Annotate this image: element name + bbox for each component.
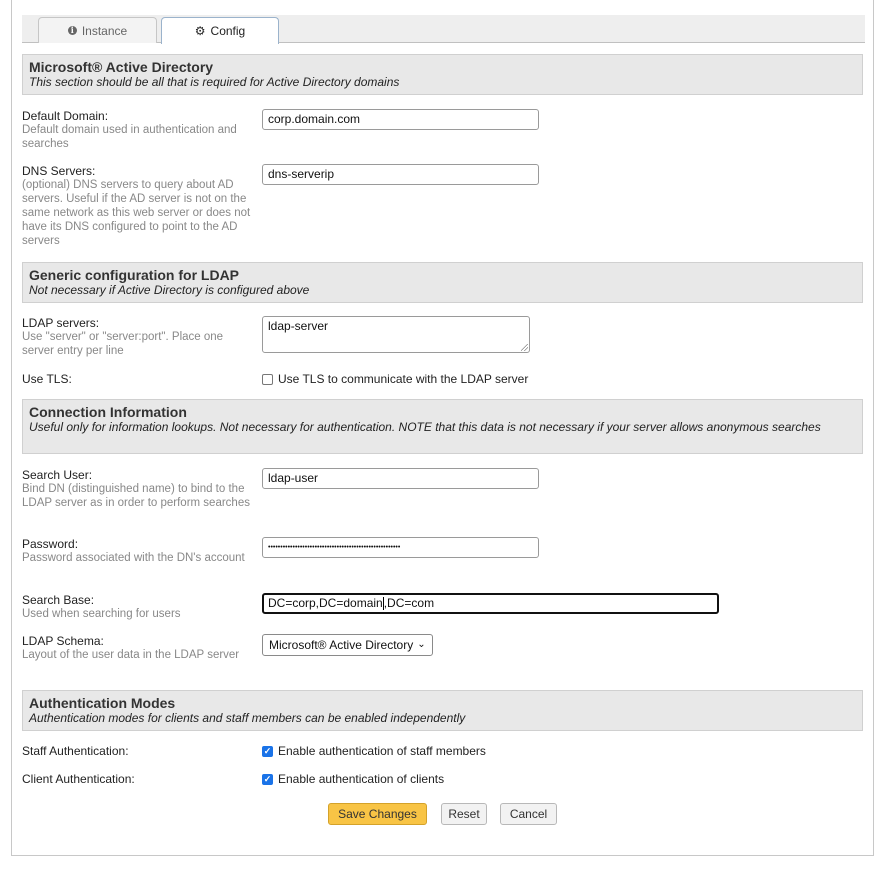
ldap-servers-label	[22, 316, 254, 358]
section-title: Authentication Modes	[29, 695, 176, 711]
search-base-label	[22, 593, 254, 621]
section-description: Authentication modes for clients and staff members can be enabled independently	[29, 711, 466, 725]
ldap-schema-select[interactable]	[262, 634, 433, 656]
field-label: Default Domain:	[22, 109, 109, 123]
search-user-label	[22, 468, 254, 510]
cancel-button[interactable]: Cancel	[500, 803, 557, 825]
tab-bar	[22, 15, 865, 43]
field-label: Staff Authentication:	[22, 744, 129, 758]
info-circle-icon: i	[68, 26, 77, 35]
input-value-after-caret: ,DC=com	[383, 596, 435, 610]
section-description: Not necessary if Active Directory is configured above	[29, 283, 310, 297]
use-tls-option[interactable]	[262, 372, 528, 386]
use-tls-checkbox[interactable]	[262, 374, 273, 385]
ldap-schema-label	[22, 634, 254, 662]
section-description: This section should be all that is required for Active Directory domains	[29, 75, 400, 89]
input-value: ldap-user	[268, 471, 319, 485]
checkbox-label: Use TLS to communicate with the LDAP server	[278, 372, 529, 386]
tab-instance[interactable]	[38, 17, 157, 43]
field-label: Use TLS:	[22, 372, 72, 386]
staff-auth-checkbox[interactable]: ✓	[263, 745, 272, 756]
password-input[interactable]	[262, 537, 539, 558]
field-label: Client Authentication:	[22, 772, 135, 786]
ldap-servers-textarea[interactable]	[262, 316, 530, 353]
reset-button[interactable]: Reset	[441, 803, 487, 825]
input-value: ldap-server	[268, 319, 329, 333]
password-label	[22, 537, 254, 565]
field-label: LDAP Schema:	[22, 634, 104, 648]
client-auth-label	[22, 772, 254, 786]
use-tls-label	[22, 372, 254, 386]
section-title: Generic configuration for LDAP	[29, 267, 240, 283]
client-auth-option[interactable]	[262, 772, 444, 786]
field-hint: Layout of the user data in the LDAP server	[22, 649, 240, 661]
client-auth-checkbox[interactable]: ✓	[263, 773, 272, 784]
section-title: Connection Information	[29, 404, 187, 420]
field-label: Search User:	[22, 468, 93, 482]
dns-servers-input[interactable]	[262, 164, 539, 185]
section-connection	[22, 399, 863, 454]
gear-icon: ⚙	[194, 24, 206, 38]
field-hint: Default domain used in authentication and searches	[22, 124, 237, 150]
section-authentication	[22, 690, 863, 731]
field-hint: Use "server" or "server:port". Place one server entry per line	[22, 331, 224, 357]
search-user-input[interactable]	[262, 468, 539, 489]
save-changes-button[interactable]: Save Changes	[328, 803, 427, 825]
section-ldap	[22, 262, 863, 303]
input-value: ••••••••••••••••••••••••••••••••••••••••••••••••••••••	[268, 544, 401, 551]
search-base-input[interactable]	[262, 593, 719, 614]
checkbox-label: Enable authentication of staff members	[278, 744, 486, 758]
tab-config[interactable]	[161, 17, 279, 44]
input-value: dns-serverip	[268, 167, 335, 181]
tab-config-label: Config	[210, 24, 246, 38]
section-description: Useful only for information lookups. Not necessary for authentication. NOTE that this data is not necessary if your server allows anonymous searches	[29, 420, 821, 434]
field-label: DNS Servers:	[22, 164, 96, 178]
field-hint: Bind DN (distinguished name) to bind to the LDAP server as in order to perform searches	[22, 483, 250, 509]
field-hint: (optional) DNS servers to query about AD servers. Useful if the AD server is not on the same network as this web server or does not have its DNS configured to point to the AD servers	[22, 179, 251, 247]
field-label: Search Base:	[22, 593, 95, 607]
field-hint: Used when searching for users	[22, 608, 181, 620]
dns-servers-label	[22, 164, 254, 248]
section-title: Microsoft® Active Directory	[29, 59, 214, 75]
select-value: Microsoft® Active Directory	[269, 638, 414, 652]
resize-grip-icon[interactable]	[521, 344, 528, 351]
staff-auth-label	[22, 744, 254, 758]
default-domain-label	[22, 109, 254, 151]
field-hint: Password associated with the DN's account	[22, 552, 245, 564]
section-active-directory	[22, 54, 863, 95]
input-value: corp.domain.com	[268, 112, 361, 126]
tab-instance-label: Instance	[81, 23, 128, 38]
field-label: Password:	[22, 537, 79, 551]
default-domain-input[interactable]	[262, 109, 539, 130]
field-label: LDAP servers:	[22, 316, 100, 330]
chevron-down-icon: ⌄	[417, 639, 426, 650]
input-value-before-caret: DC=corp,DC=domain	[268, 596, 383, 610]
staff-auth-option[interactable]	[262, 744, 486, 758]
checkbox-label: Enable authentication of clients	[278, 772, 445, 786]
